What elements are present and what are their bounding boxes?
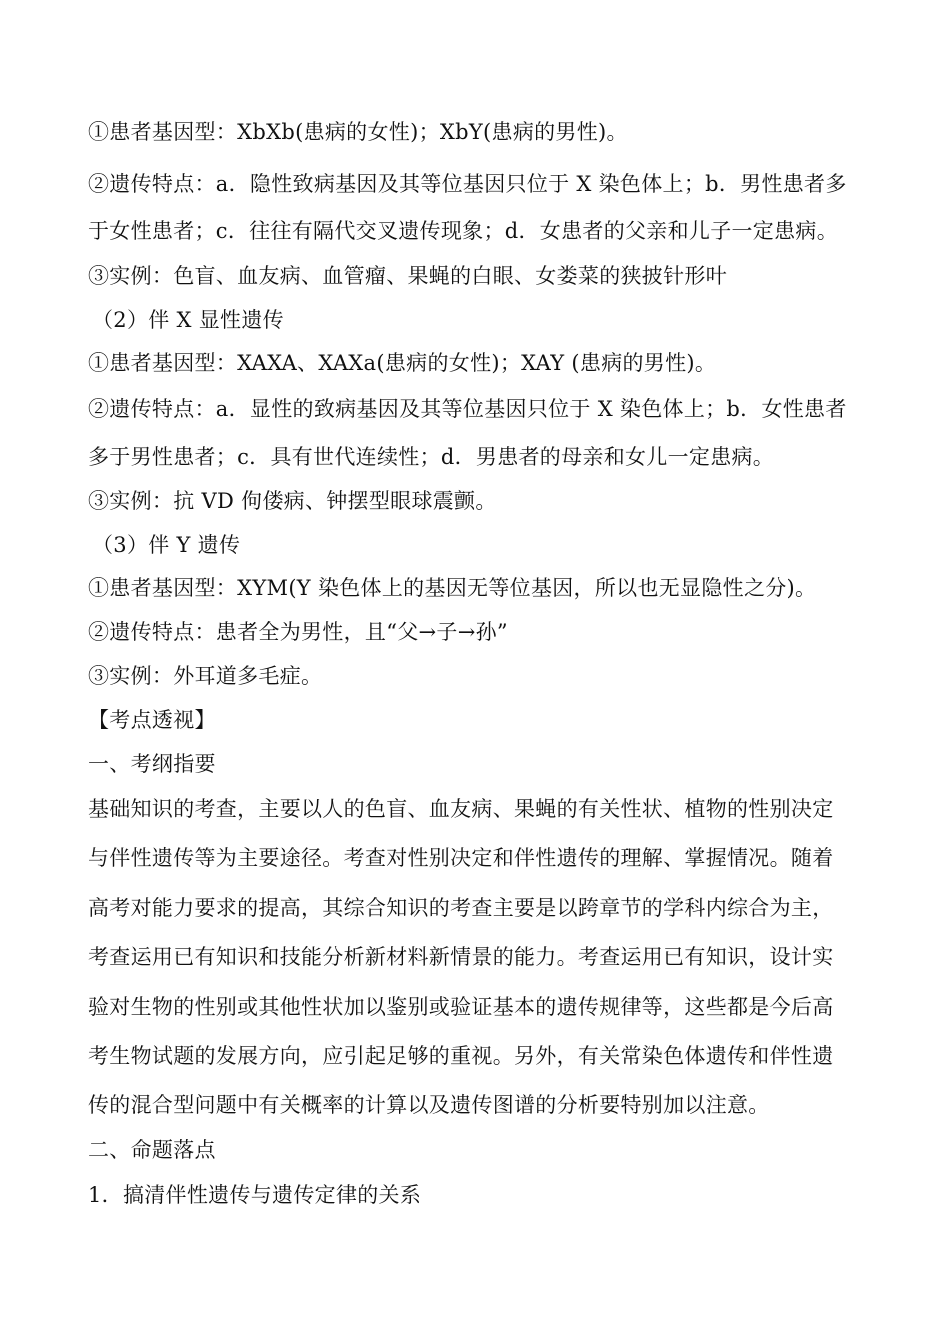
x-dominant-features-line-2: 多于男性患者；c．具有世代连续性；d．男患者的母亲和女儿一定患病。: [88, 445, 775, 469]
y-linked-examples-line: ③实例：外耳道多毛症。: [88, 664, 323, 688]
x-recessive-examples-line: ③实例：色盲、血友病、血管瘤、果蝇的白眼、女娄菜的狭披针形叶: [88, 264, 727, 288]
syllabus-heading: 一、考纲指要: [88, 752, 216, 776]
syllabus-paragraph-line-4: 考查运用已有知识和技能分析新材料新情景的能力。考查运用已有知识，设计实: [88, 945, 834, 969]
exam-focus-heading: 【考点透视】: [88, 708, 216, 732]
syllabus-paragraph-line-7: 传的混合型问题中有关概率的计算以及遗传图谱的分析要特别加以注意。: [88, 1093, 770, 1117]
x-recessive-genotype-line: ①患者基因型：XbXb(患病的女性)；XbY(患病的男性)。: [88, 120, 628, 144]
x-dominant-features-line-1: ②遗传特点：a．显性的致病基因及其等位基因只位于 X 染色体上；b．女性患者: [88, 397, 847, 421]
question-focus-item-1: 1．搞清伴性遗传与遗传定律的关系: [88, 1183, 422, 1207]
syllabus-paragraph-line-1: 基础知识的考查，主要以人的色盲、血友病、果蝇的有关性状、植物的性别决定: [88, 797, 834, 821]
syllabus-paragraph-line-3: 高考对能力要求的提高，其综合知识的考查主要是以跨章节的学科内综合为主，: [88, 896, 834, 920]
y-linked-heading: （3）伴 Y 遗传: [92, 533, 241, 557]
y-linked-features-line: ②遗传特点：患者全为男性，且“父→子→孙”: [88, 620, 508, 644]
syllabus-paragraph-line-2: 与伴性遗传等为主要途径。考查对性别决定和伴性遗传的理解、掌握情况。随着: [88, 846, 834, 870]
y-linked-genotype-line: ①患者基因型：XYM(Y 染色体上的基因无等位基因，所以也无显隐性之分)。: [88, 576, 817, 600]
question-focus-heading: 二、命题落点: [88, 1138, 216, 1162]
x-recessive-features-line-2: 于女性患者；c．往往有隔代交叉遗传现象；d．女患者的父亲和儿子一定患病。: [88, 219, 839, 243]
syllabus-paragraph-line-6: 考生物试题的发展方向，应引起足够的重视。另外，有关常染色体遗传和伴性遗: [88, 1044, 834, 1068]
syllabus-paragraph-line-5: 验对生物的性别或其他性状加以鉴别或验证基本的遗传规律等，这些都是今后高: [88, 995, 834, 1019]
x-recessive-features-line-1: ②遗传特点：a．隐性致病基因及其等位基因只位于 X 染色体上；b．男性患者多: [88, 172, 847, 196]
x-dominant-genotype-line: ①患者基因型：XAXA、XAXa(患病的女性)；XAY (患病的男性)。: [88, 351, 717, 375]
x-dominant-heading: （2）伴 X 显性遗传: [92, 308, 284, 332]
x-dominant-examples-line: ③实例：抗 VD 佝偻病、钟摆型眼球震颤。: [88, 489, 497, 513]
